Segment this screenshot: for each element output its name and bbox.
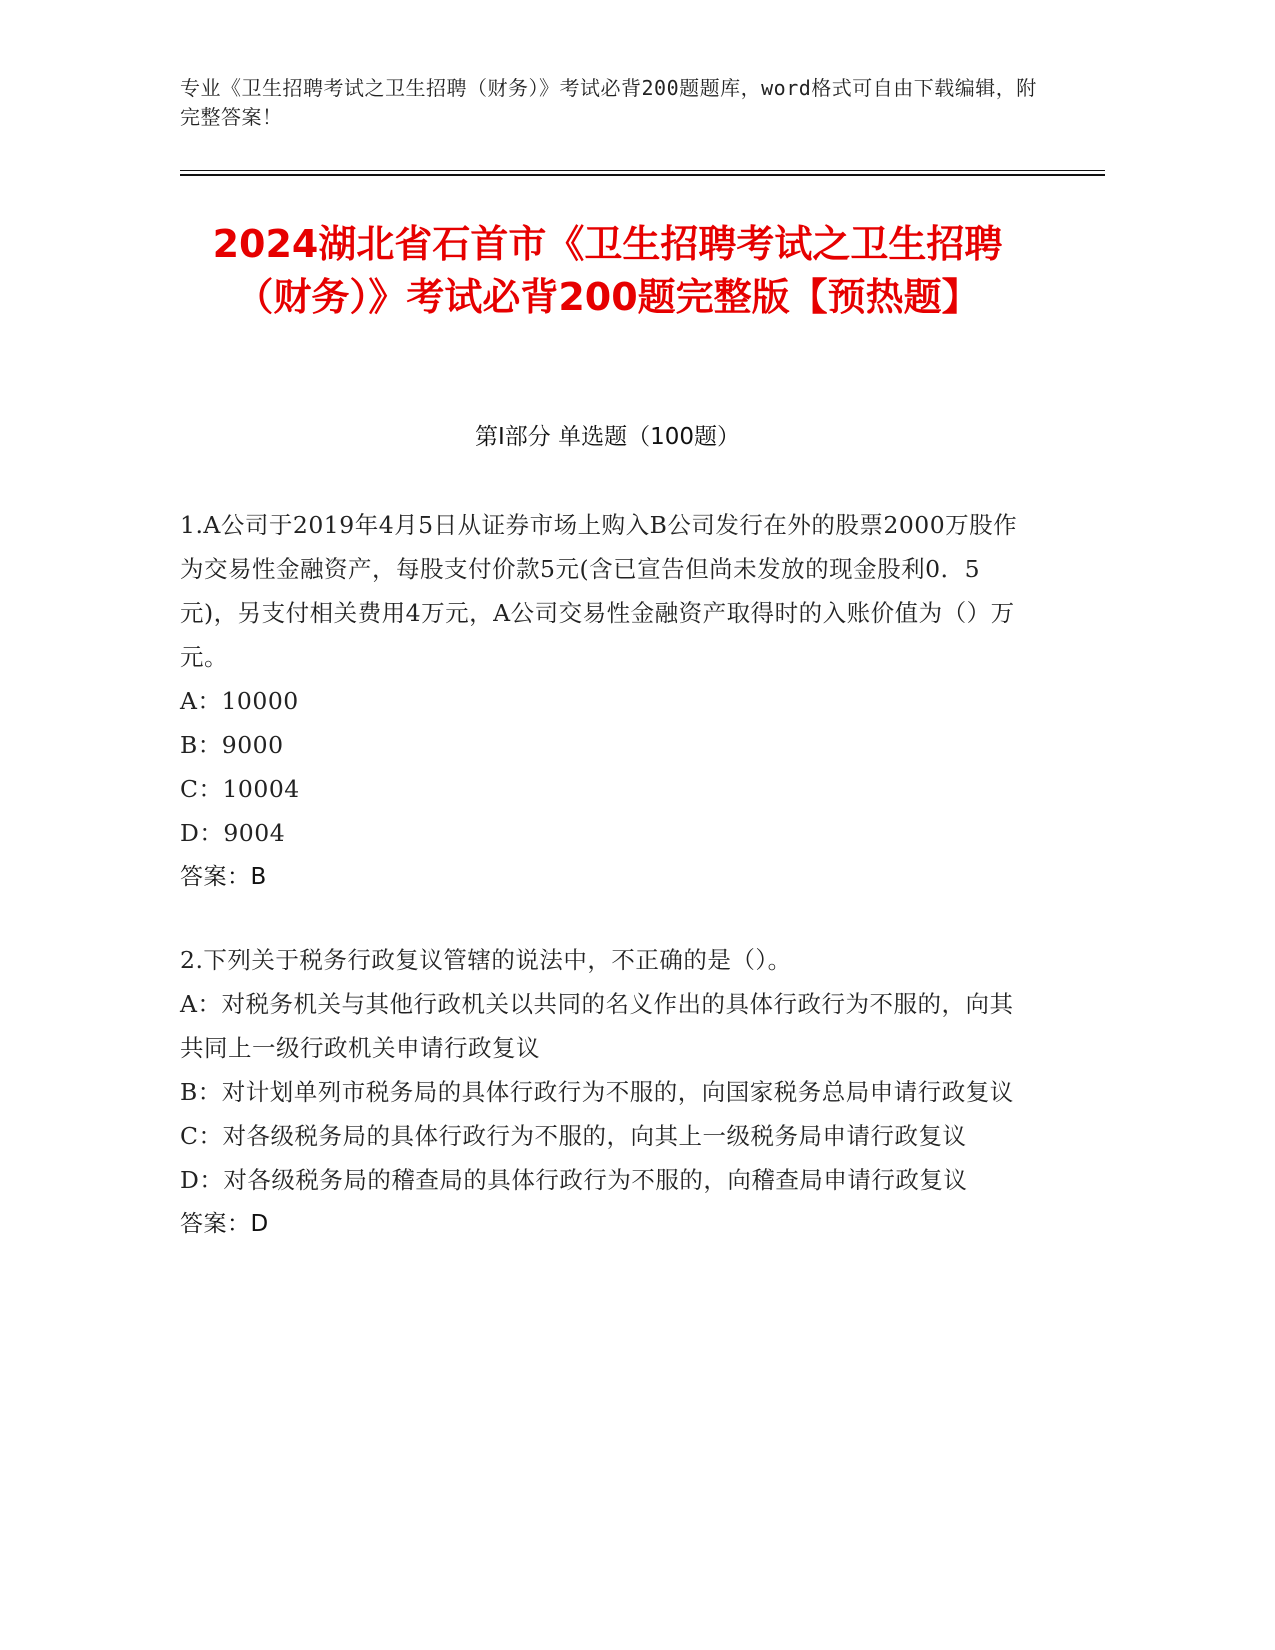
answer: 答案：B [180, 864, 267, 890]
question-stem: 1.A公司于2019年4月5日从证券市场上购入B公司发行在外的股票2000万股作为交易性金融资产，每股支付价款5元(含已宣告但尚未发放的现金股利0．5元)，另支付相关费用4万元，A公司交易性金融资产取得时的入账价值为（）万元。 [180, 511, 1018, 671]
option-a: A：10000 [180, 687, 299, 715]
question-stem: 2.下列关于税务行政复议管辖的说法中，不正确的是（）。 [180, 946, 792, 974]
header-note: 专业《卫生招聘考试之卫生招聘（财务）》考试必背200题题库，word格式可自由下载编辑，附完整答案！ [180, 76, 1037, 129]
option-b: B：对计划单列市税务局的具体行政行为不服的，向国家税务总局申请行政复议 [180, 1078, 1014, 1106]
answer: 答案：D [180, 1211, 269, 1237]
option-c: C：10004 [180, 775, 300, 803]
header-divider-thick [180, 174, 1105, 176]
option-b: B：9000 [180, 731, 284, 759]
option-d: D：9004 [180, 819, 286, 847]
option-d: D：对各级税务局的稽查局的具体行政行为不服的，向稽查局申请行政复议 [180, 1166, 968, 1194]
document-title: 2024湖北省石首市《卫生招聘考试之卫生招聘（财务）》考试必背200题完整版【预热题】 [212, 222, 1003, 319]
option-c: C：对各级税务局的具体行政行为不服的，向其上一级税务局申请行政复议 [180, 1122, 967, 1150]
section-title: 第Ⅰ部分 单选题（100题） [475, 424, 740, 450]
option-a: A：对税务机关与其他行政机关以共同的名义作出的具体行政行为不服的，向其共同上一级行政机关申请行政复议 [180, 990, 1014, 1062]
header-divider-thin [180, 170, 1105, 171]
question-block [180, 938, 1030, 1246]
question-block [180, 503, 1030, 899]
